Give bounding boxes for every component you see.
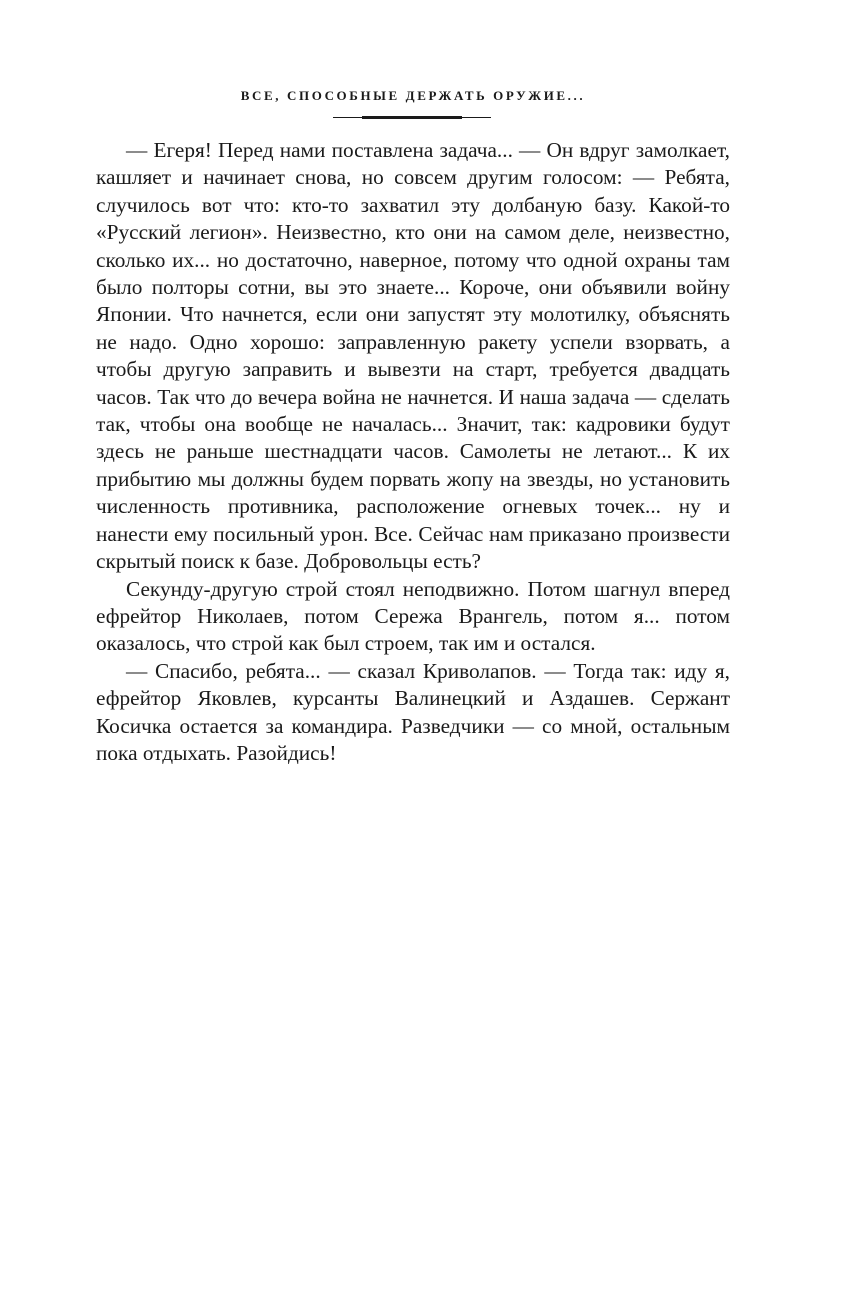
header-rule [333,113,491,121]
paragraph-1: — Егеря! Перед нами поставлена задача... — Он вдруг замолкает, кашляет и начинает снова, но совсем другим голосом: — Ребята, случилось вот что: кто-то захватил эту долбаную базу. Какой-то «Русский легион». Неизвестно, кто они на самом деле, неизвестно, сколько их... но достаточно, наверное, потому что одной охраны там было полторы сотни, вы это знаете... Короче, они объявили войну Японии. Что начнется, если они запустят эту молотилку, объяснять не надо. Одно хорошо: заправленную ракету успели взорвать, а чтобы другую заправить и вывезти на старт, требуется двадцать часов. Так что до вечера война не начнется. И наша задача — сделать так, чтобы она вообще не началась... Значит, так: кадровики будут здесь не раньше шестнадцати часов. Самолеты не летают... К их прибытию мы должны будем порвать жопу на звезды, но установить численность противника, расположение огневых точек... ну и нанести ему посильный урон. Все. Сейчас нам приказано произвести скрытый поиск к базе. Добровольцы есть? [96,138,730,574]
text-block [96,137,730,767]
header-rule-thick [362,116,462,119]
running-head: ВСЕ, СПОСОБНЫЕ ДЕРЖАТЬ ОРУЖИЕ... [240,88,586,103]
paragraph-2: Секунду-другую строй стоял неподвижно. Потом шагнул вперед ефрейтор Николаев, потом Сережа Врангель, потом я... потом оказалось, что строй как был строем, так им и остался. [96,576,730,656]
paragraph-3: — Спасибо, ребята... — сказал Криволапов. — Тогда так: иду я, ефрейтор Яковлев, курсанты Валинецкий и Аздашев. Сержант Косичка остается за командира. Разведчики — со мной, остальным пока отдыхать. Разойдись! [96,658,730,765]
